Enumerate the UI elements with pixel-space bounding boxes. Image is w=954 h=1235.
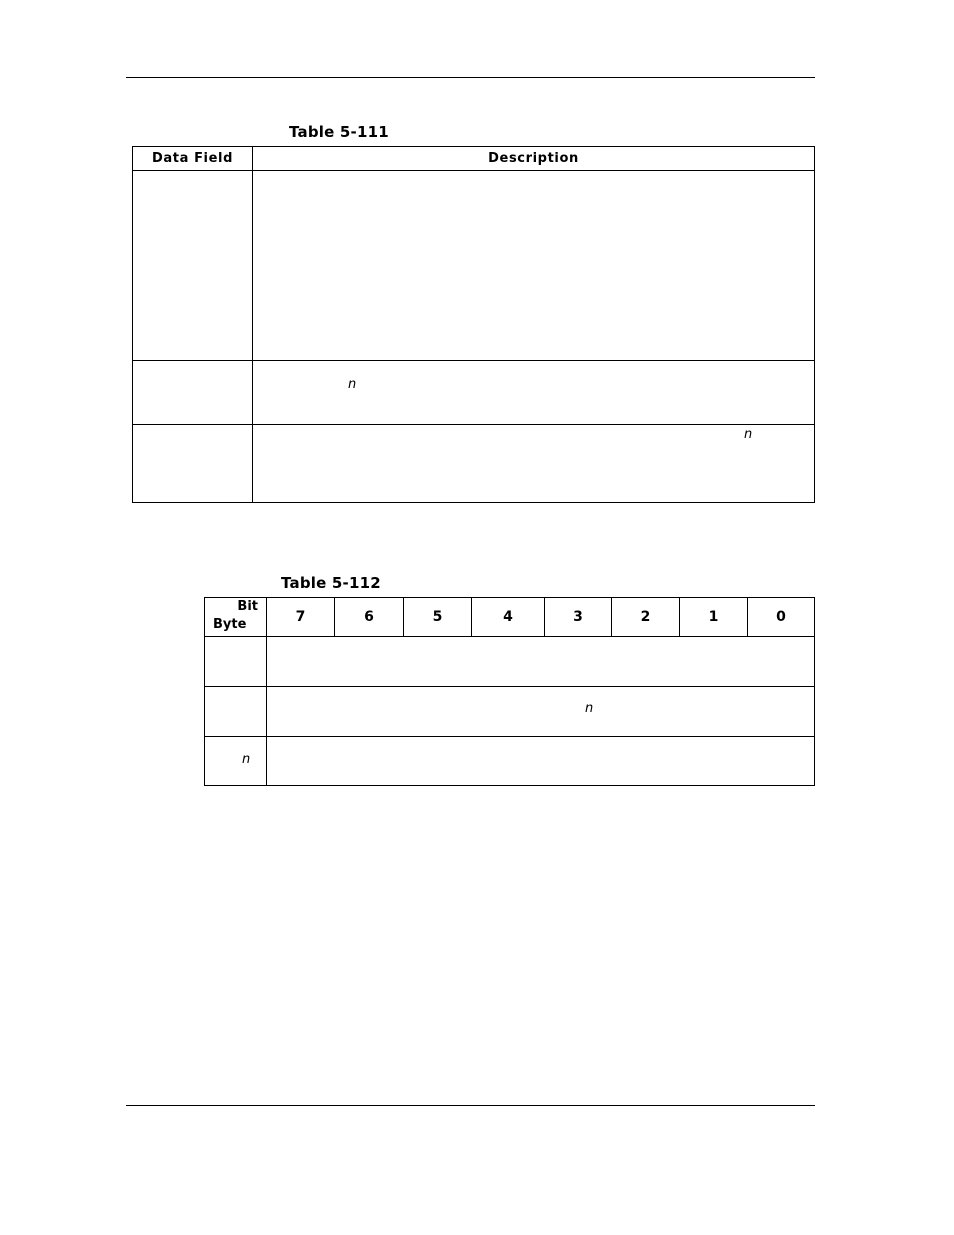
- bit-1-header: 1: [680, 598, 748, 637]
- bit-5-header: 5: [404, 598, 472, 637]
- variable-n: n: [744, 427, 753, 442]
- table-5-111: [132, 146, 815, 503]
- table-row: [133, 171, 815, 361]
- byte-cell: [205, 687, 267, 737]
- byte-n: n: [242, 752, 251, 767]
- table-5-112-caption: Table 5-112: [281, 574, 381, 592]
- bit-label: Bit: [237, 599, 258, 614]
- description-cell: [253, 361, 815, 425]
- table-row: [133, 425, 815, 503]
- bit-4-header: 4: [472, 598, 545, 637]
- field-span-cell: [267, 737, 815, 786]
- description-cell: [253, 171, 815, 361]
- table-row: [205, 637, 815, 687]
- byte-cell: [205, 737, 267, 786]
- field-cell: [133, 171, 253, 361]
- header-data-field: Data Field: [133, 147, 253, 171]
- table-row: [133, 361, 815, 425]
- field-cell: [133, 425, 253, 503]
- description-cell: [253, 425, 815, 503]
- table-5-112: [204, 597, 815, 786]
- byte-cell: [205, 637, 267, 687]
- field-span-cell: [267, 637, 815, 687]
- byte-label: Byte: [213, 617, 247, 632]
- table-row: [205, 687, 815, 737]
- bit-0-header: 0: [748, 598, 815, 637]
- table-5-111-caption: Table 5-111: [289, 123, 389, 141]
- bit-byte-corner: [205, 598, 267, 637]
- variable-n: n: [348, 377, 357, 392]
- bit-2-header: 2: [612, 598, 680, 637]
- header-rule: [126, 77, 815, 78]
- bit-header-row: [205, 598, 815, 637]
- bit-6-header: 6: [335, 598, 404, 637]
- table-row: [205, 737, 815, 786]
- variable-n: n: [585, 701, 594, 716]
- bit-7-header: 7: [267, 598, 335, 637]
- bit-3-header: 3: [545, 598, 612, 637]
- header-description: Description: [253, 147, 815, 171]
- footer-rule: [126, 1105, 815, 1106]
- field-span-cell: [267, 687, 815, 737]
- table-header-row: [133, 147, 815, 171]
- field-cell: [133, 361, 253, 425]
